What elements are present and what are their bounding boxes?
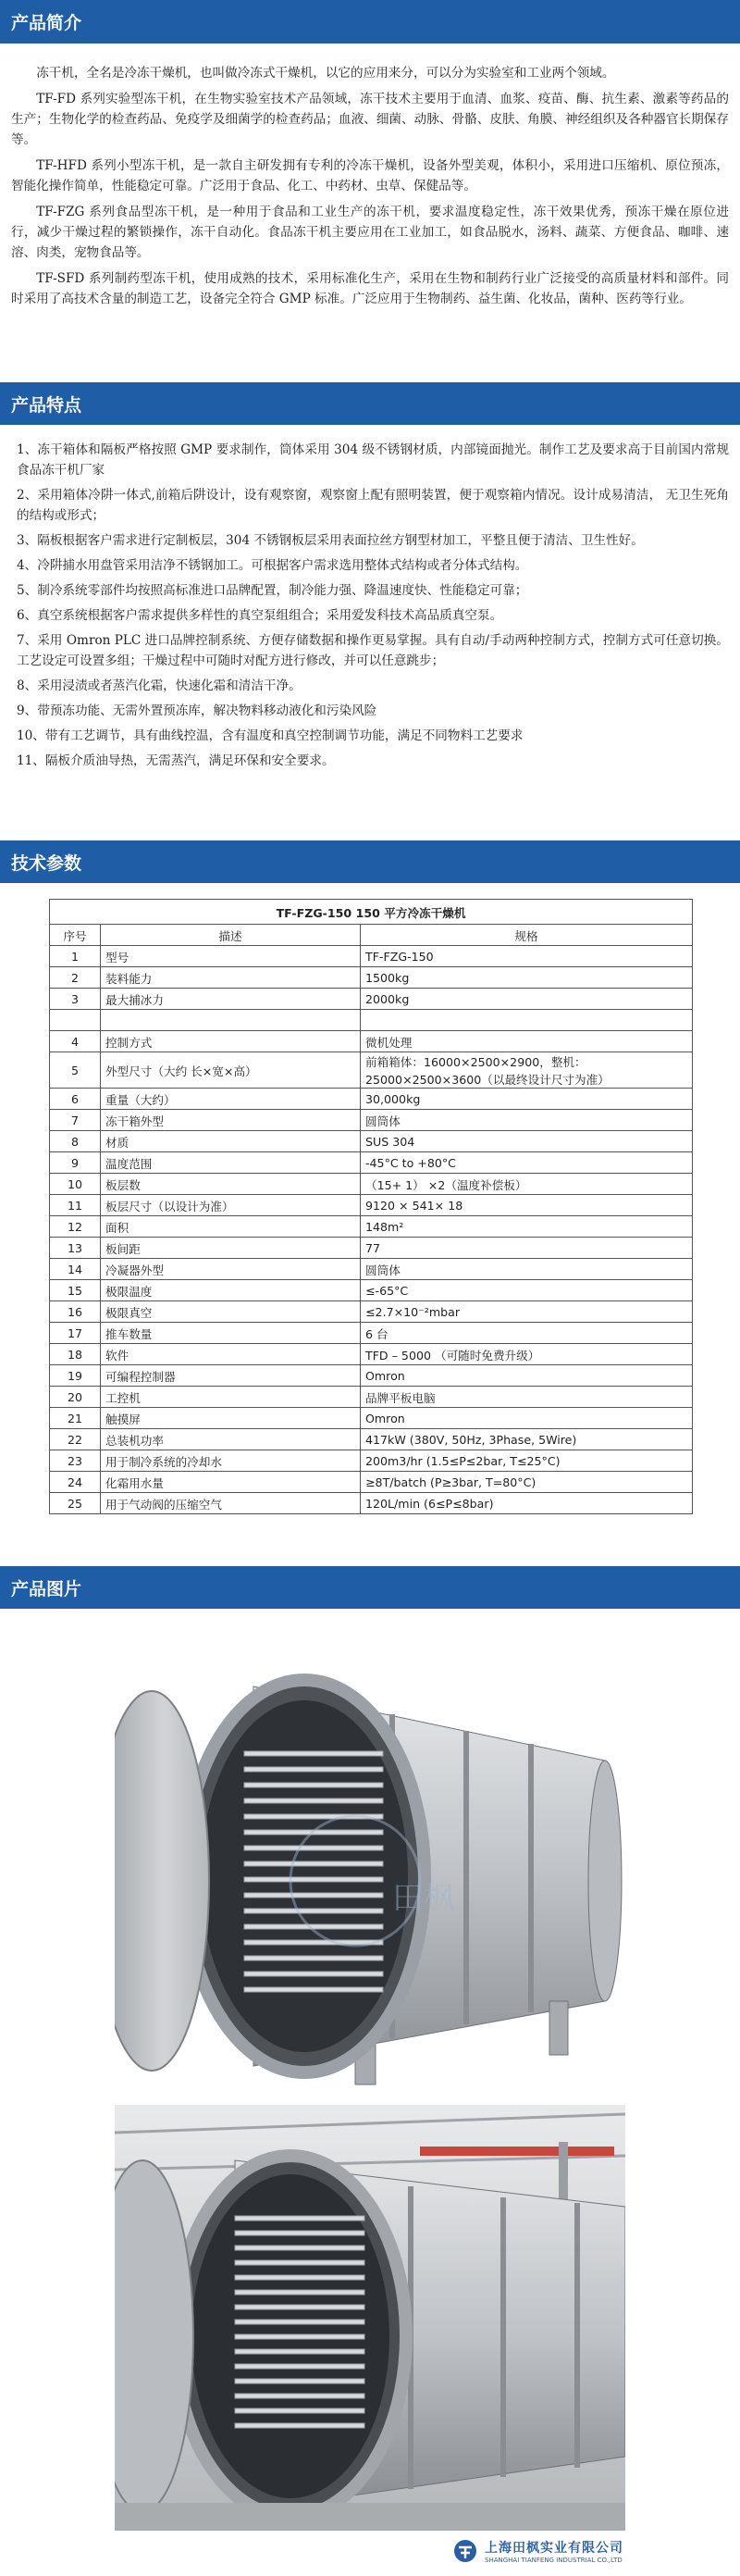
table-cell-spec <box>361 1010 693 1031</box>
table-cell-spec: 品牌平板电脑 <box>361 1387 693 1408</box>
feature-item: 9、带预冻功能、无需外置预冻库，解决物料移动液化和污染风险 <box>17 703 377 718</box>
product-photo-1 <box>115 1631 625 2094</box>
table-row <box>50 1110 693 1131</box>
intro-paragraph: TF-FD 系列实验型冻干机，在生物实验室技术产品领域，冻干技术主要用于血清、血浆、疫苗、酶、抗生素、激素等药品的生产；生物化学的检查药品、免疫学及细菌学的检查药品；血液、细菌、动脉、骨骼、皮肤、角膜、神经组织及各种器官长期保存等。 <box>11 92 729 147</box>
table-cell-index: 2 <box>50 967 101 989</box>
table-cell-index: 1 <box>50 946 101 967</box>
table-cell-index: 17 <box>50 1323 101 1344</box>
dryer-shelf <box>244 1877 383 1882</box>
table-cell-description: 工控机 <box>101 1387 361 1408</box>
table-spacer-row <box>50 1010 693 1031</box>
section-title: 产品图片 <box>11 1578 82 1599</box>
table-cell-spec: 圆筒体 <box>361 1259 693 1280</box>
table-cell-index: 13 <box>50 1238 101 1259</box>
table-row <box>50 967 693 989</box>
dryer-shelf <box>244 1987 383 1992</box>
table-cell-index: 11 <box>50 1195 101 1216</box>
dryer-shelf <box>244 1861 383 1866</box>
table-cell-index: 8 <box>50 1131 101 1152</box>
table-row <box>50 1387 693 1408</box>
column-header-spec: 规格 <box>361 925 693 946</box>
table-cell-description: 用于气动阀的压缩空气 <box>101 1493 361 1514</box>
table-cell-description: 材质 <box>101 1131 361 1152</box>
table-row <box>50 1429 693 1450</box>
intro-paragraph: TF-FZG 系列食品型冻干机，是一种用于食品和工业生产的冻干机，要求温度稳定性，冻干效果优秀，预冻干燥在原位进行，减少干燥过程的繁锁操作，冻干自动化。食品冻干机主要应用在工业加工，如食品脱水，汤料、蔬菜、方便食品、咖啡、速溶、肉类，宠物食品等。 <box>11 205 729 260</box>
table-cell-description: 用于制冷系统的冷却水 <box>101 1450 361 1472</box>
section-title: 产品特点 <box>11 394 82 416</box>
table-cell-description: 温度范围 <box>101 1152 361 1174</box>
table-cell-description: 可编程控制器 <box>101 1365 361 1387</box>
feature-item: 5、制冷系统零部件均按照高标准进口品牌配置，制冷能力强、降温速度快、性能稳定可靠； <box>17 583 528 598</box>
table-cell-description <box>101 1010 361 1031</box>
table-cell-index: 23 <box>50 1450 101 1472</box>
dryer-shelf <box>235 2260 364 2265</box>
company-logo-icon <box>453 2539 477 2563</box>
table-row <box>50 989 693 1010</box>
table-cell-spec: ≤2.7×10⁻²mbar <box>361 1301 693 1323</box>
dryer-shelf <box>244 1783 383 1787</box>
table-row <box>50 1472 693 1493</box>
table-cell-description: 最大捕冰力 <box>101 989 361 1010</box>
dryer-shelf <box>244 1924 383 1929</box>
table-cell-spec: ≤-65°C <box>361 1280 693 1301</box>
dryer-shelf <box>235 2320 364 2324</box>
intro-paragraph: TF-SFD 系列制药型冻干机，使用成熟的技术，采用标准化生产，采用在生物和制药行业广泛接受的高质量材料和部件。同时采用了高技术含量的制造工艺，设备完全符合 GMP 标准。广泛应用于生物制药、益生菌、化妆品，菌种、医药等行业。 <box>11 271 729 306</box>
table-cell-spec: 9120 × 541× 18 <box>361 1195 693 1216</box>
table-row <box>50 1216 693 1238</box>
feature-item: 6、真空系统根据客户需求提供多样性的真空泵组组合；采用爱发科技术高品质真空泵。 <box>17 608 503 623</box>
table-cell-index: 3 <box>50 989 101 1010</box>
table-row <box>50 1323 693 1344</box>
table-row <box>50 946 693 967</box>
table-cell-description: 软件 <box>101 1344 361 1365</box>
section-header-specs <box>0 840 740 883</box>
features-list <box>17 440 729 776</box>
section-header-images <box>0 1566 740 1609</box>
company-logo <box>453 2538 623 2564</box>
dryer-shelf <box>235 2275 364 2280</box>
table-cell-spec: 200m3/hr (1.5≤P≤2bar, T≤25°C) <box>361 1450 693 1472</box>
table-row <box>50 1031 693 1052</box>
table-cell-index: 16 <box>50 1301 101 1323</box>
dryer-shelf <box>235 2364 364 2369</box>
table-row <box>50 1301 693 1323</box>
dryer-shelf <box>235 2394 364 2398</box>
company-name-en: SHANGHAI TIANFENG INDUSTRIAL CO.,LTD <box>485 2557 623 2564</box>
dryer-shelf <box>235 2349 364 2354</box>
feature-item: 11、隔板介质油导热，无需蒸汽，满足环保和安全要求。 <box>17 753 335 768</box>
freeze-dryer-workshop-illustration <box>115 2105 625 2531</box>
freeze-dryer-illustration <box>115 1631 625 2094</box>
section-header-intro <box>0 0 740 44</box>
table-cell-spec: TF-FZG-150 <box>361 946 693 967</box>
table-cell-description: 极限温度 <box>101 1280 361 1301</box>
dryer-shelf <box>244 1751 383 1756</box>
feature-item: 8、采用浸渍或者蒸汽化霜，快速化霜和清洁干净。 <box>17 678 302 693</box>
table-row <box>50 1131 693 1152</box>
feature-item: 2、采用箱体冷阱一体式,前箱后阱设计，设有观察窗，观察窗上配有照明装置，便于观察箱内情况。设计成易清洁， 无卫生死角的结构或形式； <box>17 488 729 523</box>
table-cell-spec: 148m² <box>361 1216 693 1238</box>
table-cell-description: 板层数 <box>101 1174 361 1195</box>
table-cell-spec: 前箱箱体：16000×2500×2900，整机：25000×2500×3600（以最终设计尺寸为准） <box>361 1052 693 1089</box>
feature-item: 3、隔板根据客户需求进行定制板层，304 不锈钢板层采用表面拉丝方钢型材加工，平整且便于清洁、卫生性好。 <box>17 533 644 548</box>
photo-watermark: 田枫 <box>392 1880 455 1917</box>
table-cell-description: 化霜用水量 <box>101 1472 361 1493</box>
table-cell-description: 触摸屏 <box>101 1408 361 1429</box>
table-row <box>50 1344 693 1365</box>
dryer-shelf <box>244 1767 383 1772</box>
table-cell-index: 14 <box>50 1259 101 1280</box>
table-cell-spec: 圆筒体 <box>361 1110 693 1131</box>
table-cell-description: 极限真空 <box>101 1301 361 1323</box>
table-cell-spec: -45°C to +80°C <box>361 1152 693 1174</box>
table-cell-description: 控制方式 <box>101 1031 361 1052</box>
dryer-shelf <box>235 2334 364 2339</box>
table-cell-description: 板层尺寸（以设计为准） <box>101 1195 361 1216</box>
feature-item: 1、冻干箱体和隔板严格按照 GMP 要求制作，筒体采用 304 级不锈钢材质，内部镜面抛光。制作工艺及要求高于目前国内常规食品冻干机厂家 <box>17 442 729 478</box>
dryer-shelf <box>244 1909 383 1913</box>
table-cell-spec: （15+ 1） ×2（温度补偿板） <box>361 1174 693 1195</box>
table-cell-index: 7 <box>50 1110 101 1131</box>
table-cell-description: 板间距 <box>101 1238 361 1259</box>
column-header-index: 序号 <box>50 925 101 946</box>
table-row <box>50 1259 693 1280</box>
table-cell-description: 重量（大约） <box>101 1089 361 1110</box>
table-row <box>50 1493 693 1514</box>
table-cell-description: 面积 <box>101 1216 361 1238</box>
dryer-shelf <box>244 1956 383 1960</box>
table-row <box>50 1280 693 1301</box>
table-cell-spec: 120L/min (6≤P≤8bar) <box>361 1493 693 1514</box>
intro-text <box>11 63 729 315</box>
table-cell-spec: Omron <box>361 1408 693 1429</box>
table-cell-spec: 1500kg <box>361 967 693 989</box>
table-cell-spec: 30,000kg <box>361 1089 693 1110</box>
table-row <box>50 1195 693 1216</box>
table-cell-spec: 417kW (380V, 50Hz, 3Phase, 5Wire) <box>361 1429 693 1450</box>
dryer-shelf <box>244 1893 383 1898</box>
table-cell-index: 4 <box>50 1031 101 1052</box>
table-cell-index: 15 <box>50 1280 101 1301</box>
table-cell-index: 25 <box>50 1493 101 1514</box>
feature-item: 4、冷阱捕水用盘管采用洁净不锈钢加工。可根据客户需求选用整体式结构或者分体式结构。 <box>17 558 528 573</box>
table-cell-index: 6 <box>50 1089 101 1110</box>
table-row <box>50 1089 693 1110</box>
table-cell-spec: 微机处理 <box>361 1031 693 1052</box>
spec-table <box>49 899 693 1514</box>
dryer-shelf <box>235 2379 364 2383</box>
table-cell-index: 22 <box>50 1429 101 1450</box>
spec-table-title: TF-FZG-150 150 平方冷冻干燥机 <box>50 900 693 925</box>
table-cell-description: 冻干箱外型 <box>101 1110 361 1131</box>
table-row <box>50 1450 693 1472</box>
intro-paragraph: TF-HFD 系列小型冻干机，是一款自主研发拥有专利的冷冻干燥机，设备外型美观，体积小，采用进口压缩机、原位预冻，智能化操作简单，性能稳定可靠。广泛用于食品、化工、中药材、虫草、保健品等。 <box>11 158 729 193</box>
dryer-shelf <box>235 2408 364 2413</box>
dryer-shelf <box>235 2423 364 2428</box>
table-cell-spec: 2000kg <box>361 989 693 1010</box>
company-name-cn: 上海田枫实业有限公司 <box>485 2541 623 2556</box>
dryer-shelf <box>244 1972 383 1976</box>
table-row <box>50 1238 693 1259</box>
dryer-shelf <box>235 2231 364 2235</box>
dryer-shelf <box>235 2305 364 2309</box>
table-cell-index: 20 <box>50 1387 101 1408</box>
table-cell-spec: ≥8T/batch (P≥3bar, T=80°C) <box>361 1472 693 1493</box>
section-header-features <box>0 382 740 425</box>
table-cell-description: 推车数量 <box>101 1323 361 1344</box>
table-cell-spec: 6 台 <box>361 1323 693 1344</box>
table-row <box>50 1174 693 1195</box>
dryer-shelf <box>244 1798 383 1803</box>
table-cell-description: 型号 <box>101 946 361 967</box>
product-photo-2 <box>115 2105 625 2531</box>
table-row <box>50 1408 693 1429</box>
dryer-shelf <box>235 2216 364 2221</box>
table-row <box>50 1365 693 1387</box>
table-cell-index: 5 <box>50 1052 101 1089</box>
section-title: 技术参数 <box>11 852 82 874</box>
table-row <box>50 1052 693 1089</box>
table-cell-index: 12 <box>50 1216 101 1238</box>
table-cell-description: 总装机功率 <box>101 1429 361 1450</box>
feature-item: 10、带有工艺调节，具有曲线控温，含有温度和真空控制调节功能，满足不同物料工艺要求 <box>17 728 524 743</box>
table-row <box>50 1152 693 1174</box>
column-header-description: 描述 <box>101 925 361 946</box>
table-cell-index: 24 <box>50 1472 101 1493</box>
intro-paragraph: 冻干机，全名是冷冻干燥机，也叫做冷冻式干燥机，以它的应用来分，可以分为实验室和工业两个领域。 <box>36 66 615 81</box>
table-cell-spec: SUS 304 <box>361 1131 693 1152</box>
feature-item: 7、采用 Omron PLC 进口品牌控制系统、方便存储数据和操作更易掌握。具有自动/手动两种控制方式，控制方式可任意切换。工艺设定可设置多组；干燥过程中可随时对配方进行修改，并可以任意跳步； <box>17 633 729 668</box>
dryer-shelf <box>235 2246 364 2250</box>
dryer-shelf <box>244 1846 383 1850</box>
table-cell-spec: TFD – 5000 （可随时免费升级） <box>361 1344 693 1365</box>
table-cell-index: 9 <box>50 1152 101 1174</box>
section-title: 产品简介 <box>11 13 82 33</box>
table-cell-index: 10 <box>50 1174 101 1195</box>
table-cell-spec: 77 <box>361 1238 693 1259</box>
table-cell-index: 21 <box>50 1408 101 1429</box>
table-cell-index: 19 <box>50 1365 101 1387</box>
table-cell-index: 18 <box>50 1344 101 1365</box>
dryer-shelf <box>235 2290 364 2295</box>
table-cell-description: 冷凝器外型 <box>101 1259 361 1280</box>
table-cell-spec: Omron <box>361 1365 693 1387</box>
table-cell-index <box>50 1010 101 1031</box>
table-cell-description: 外型尺寸（大约 长×宽×高） <box>101 1052 361 1089</box>
table-cell-description: 装料能力 <box>101 967 361 989</box>
